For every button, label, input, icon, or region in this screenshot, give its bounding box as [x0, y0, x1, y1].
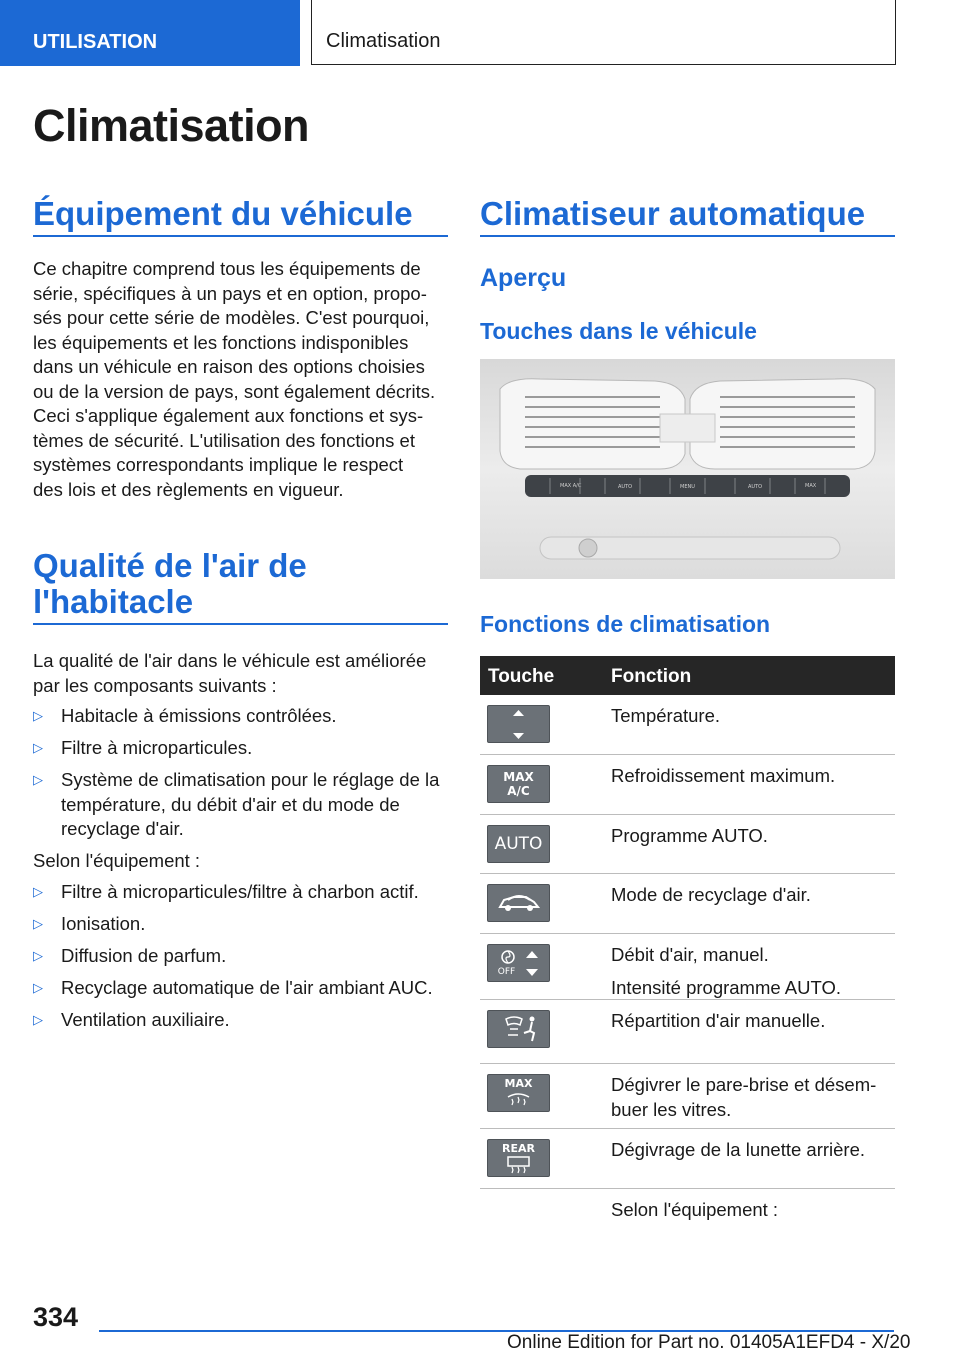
table-row	[480, 1129, 895, 1189]
bullet-arrow-icon: ▷	[33, 916, 43, 931]
chapter-tab	[0, 0, 300, 66]
list-item	[33, 704, 448, 729]
key-text: REAR	[502, 1142, 535, 1155]
rear-defrost-icon	[487, 1139, 550, 1177]
table-row	[480, 815, 895, 874]
text-line: par les composants suivants :	[33, 674, 277, 696]
panel-button-label: MENU	[680, 484, 695, 490]
text-line: des lois et des règlements en vigueur.	[33, 478, 344, 500]
function-text	[611, 704, 891, 737]
section-label: Climatisation	[326, 30, 441, 52]
text-line: sés pour cette série de modèles. C'est pourquoi,	[33, 307, 430, 328]
function-line: Débit d'air, manuel.	[611, 944, 769, 965]
heading-fonctions: Fonctions de climatisation	[480, 611, 771, 637]
table-header	[480, 656, 895, 695]
chapter-label: UTILISATION	[33, 31, 158, 53]
bullet-arrow-icon: ▷	[33, 1012, 43, 1027]
function-text	[611, 764, 891, 797]
panel-button-label: MAX A/C	[560, 483, 582, 489]
text-line: les équipements et les fonctions indisponibles	[33, 331, 409, 353]
text-line: série, spécifiques à un pays et en option, propo‐	[33, 282, 427, 304]
function-text	[611, 1198, 891, 1231]
list-item-text: Filtre à microparticules.	[61, 737, 253, 758]
edition-text: Online Edition for Part no. 01405A1EFD4 - X/20	[507, 1332, 911, 1353]
function-text	[611, 883, 891, 916]
page-number: 334	[33, 1302, 79, 1332]
key-text: A/C	[507, 784, 530, 798]
heading-rule	[33, 235, 448, 237]
max-defrost-icon	[487, 1074, 550, 1112]
function-line: Température.	[611, 705, 720, 726]
list-item-text: Habitacle à émissions contrôlées.	[61, 705, 337, 726]
table-row	[480, 1000, 895, 1064]
list-item	[33, 912, 448, 937]
panel-button-label: MAX	[805, 483, 817, 489]
function-line: Refroidissement maximum.	[611, 765, 836, 786]
bullet-list-components	[33, 704, 448, 849]
heading-line: l'habitacle	[33, 583, 194, 620]
function-text	[611, 1073, 891, 1130]
function-line: Répartition d'air manuelle.	[611, 1010, 826, 1031]
text-line: tèmes de sécurité. L'utilisation des fonctions et	[33, 429, 415, 451]
bullet-arrow-icon: ▷	[33, 740, 43, 755]
function-text	[611, 943, 891, 1008]
heading-line: Qualité de l'air de	[33, 547, 307, 584]
page-title: Climatisation	[33, 100, 310, 151]
text-line: Ce chapitre comprend tous les équipements de	[33, 258, 421, 279]
table-row	[480, 755, 895, 815]
function-text	[611, 1138, 891, 1171]
list-item-text: Ionisation.	[61, 913, 146, 934]
table-row	[480, 874, 895, 934]
list-item-text: Ventilation auxiliaire.	[61, 1009, 230, 1030]
bullet-arrow-icon: ▷	[33, 772, 43, 787]
list-item	[33, 768, 448, 842]
heading-rule	[33, 623, 448, 625]
column-header-fonction: Fonction	[611, 666, 692, 687]
function-line: Programme AUTO.	[611, 825, 768, 846]
text-line: systèmes correspondants implique le respect	[33, 454, 404, 475]
list-item-text: Diffusion de parfum.	[61, 945, 227, 966]
table-row	[480, 695, 895, 755]
heading-touches: Touches dans le véhicule	[480, 318, 757, 344]
auto-icon	[487, 825, 550, 863]
function-text	[611, 824, 891, 857]
heading-rule	[480, 235, 895, 237]
function-line: Intensité programme AUTO.	[611, 976, 841, 998]
temperature-updown-icon	[487, 705, 550, 743]
text-line: Ceci s'applique également aux fonctions et sys‐	[33, 405, 424, 426]
key-text: OFF	[497, 967, 516, 977]
heading-climatiseur: Climatiseur automatique	[480, 195, 866, 232]
function-line: Selon l'équipement :	[611, 1199, 779, 1220]
list-item-text: Recyclage automatique de l'air ambiant AUC.	[61, 977, 433, 998]
air-distribution-icon	[487, 1010, 550, 1048]
list-item	[33, 736, 448, 761]
text-line: La qualité de l'air dans le véhicule est améliorée	[33, 650, 427, 671]
heading-apercu: Aperçu	[480, 264, 567, 292]
recirculation-car-icon	[487, 884, 550, 922]
list-item	[33, 976, 448, 1001]
selon-equipement: Selon l'équipement :	[33, 850, 201, 871]
bullet-arrow-icon: ▷	[33, 980, 43, 995]
list-item	[33, 944, 448, 969]
key-text: MAX	[503, 770, 534, 784]
panel-button-label: AUTO	[618, 484, 633, 490]
table-row	[480, 934, 895, 1000]
function-line: Dégivrer le pare-brise et désem‐ buer les vitres.	[611, 1074, 877, 1120]
key-text: MAX	[504, 1077, 533, 1090]
air-intro	[33, 649, 453, 698]
text-line: dans un véhicule en raison des options choisies	[33, 356, 425, 377]
key-text: AUTO	[494, 834, 543, 854]
heading-equipement: Équipement du véhicule	[33, 195, 413, 232]
bullet-arrow-icon: ▷	[33, 948, 43, 963]
max-ac-icon	[487, 765, 550, 803]
function-line: Mode de recyclage d'air.	[611, 884, 811, 905]
table-row	[480, 1189, 895, 1234]
function-text	[611, 1009, 891, 1042]
table-row	[480, 1064, 895, 1129]
function-line: Dégivrage de la lunette arrière.	[611, 1139, 866, 1160]
equipement-paragraph	[33, 257, 453, 502]
panel-button-label: AUTO	[748, 484, 763, 490]
list-item	[33, 880, 448, 905]
list-item-text: Système de climatisation pour le réglage de la température, du débit d'air et du mode de recyclage d'air.	[61, 769, 440, 839]
fan-off-icon	[487, 944, 550, 982]
text-line: ou de la version de pays, sont également décrits.	[33, 380, 436, 402]
bullet-arrow-icon: ▷	[33, 708, 43, 723]
heading-qualite-air	[33, 548, 307, 620]
bullet-list-equipment	[33, 880, 448, 1040]
list-item	[33, 1008, 448, 1033]
bullet-arrow-icon: ▷	[33, 884, 43, 899]
section-tab	[311, 0, 896, 65]
control-panel-photo	[480, 359, 895, 579]
list-item-text: Filtre à microparticules/filtre à charbon actif.	[61, 881, 419, 902]
column-header-touche: Touche	[488, 666, 555, 687]
